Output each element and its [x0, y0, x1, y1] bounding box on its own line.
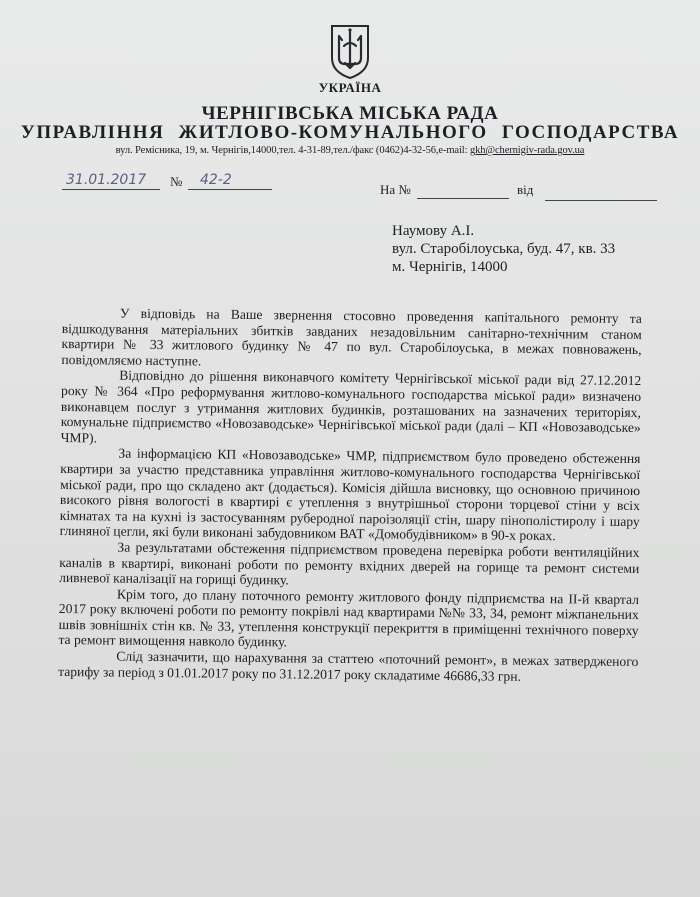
recipient-street: вул. Старобілоуська, буд. 47, кв. 33: [392, 241, 616, 257]
trident-emblem-icon: [328, 22, 372, 80]
country-name: УКРАЇНА: [318, 80, 382, 95]
incoming-date-label: від: [517, 182, 534, 197]
recipient-name: Наумову А.І.: [392, 223, 475, 239]
department-name: УПРАВЛІННЯ ЖИТЛОВО-КОМУНАЛЬНОГО ГОСПОДАРСТВА: [20, 122, 680, 143]
paragraph-1: У відповідь на Ваше звернення стосовно проведення капітального ремонту та відшкодування матеріальних збитків завданих незадовільним санітарно-технічним станом квартири № 33 житлового будинку № 47 по вул. Старобілоуська, в межах повноважень, повідомляємо наступне.: [61, 305, 642, 369]
paragraph-2: Відповідно до рішення виконавчого комітету Чернігівської міської ради від 27.12.2012 року № 364 «Про реформування житлово-комунального господарства міської ради» визначено виконавцем послуг з утримання житлових будинків, розташованих на зазначених територіях, комунальне підприємство «Новозаводське» Чернігівської міської ради (далі – КП «Новозаводське» ЧМР).: [60, 367, 642, 446]
paragraph-4: За результатами обстеження підприємством проведена перевірка роботи вентиляційних каналів в квартирі, виконані роботи по ремонту вхідних дверей на горище та ремонт системи ливневої каналізації на горищі будинку.: [59, 539, 640, 588]
paragraph-6: Слід зазначити, що нарахування за статтею «поточний ремонт», в межах затвердженого тарифу за період з 01.01.2017 року по 31.12.2017 року складатиме 46686,33 грн.: [58, 648, 639, 684]
paragraph-3: За інформацією КП «Новозаводське» ЧМР, підприємством було проведено обстеження квартири за участю представника управління житлово-комунального господарства Чернігівської міської ради, про що складено акт (додається). Комісія дійшла висновку, що основною причиною високого рівня вологості в квартирі є утеплення з внутрішньої сторони торцевої стіни у всіх кімнатах та на кухні із застосуванням руберодної пароізоляції стін, шару пінополістиролу і шару глиняної цегли, які були виконані забудовником ВАТ «Домобудівником» в 90-х роках.: [59, 445, 641, 544]
number-sign: №: [170, 174, 183, 189]
date-underline: [62, 189, 160, 190]
incoming-date-line: [545, 200, 657, 201]
email-link[interactable]: gkh@chernigiv-rada.gov.ua: [469, 145, 585, 156]
number-underline: [188, 189, 272, 190]
outgoing-number: 42-2: [200, 172, 232, 188]
recipient-block: [392, 222, 615, 276]
recipient-city: м. Чернігів, 14000: [392, 259, 508, 275]
incoming-number-line: [417, 198, 509, 199]
incoming-number-label: На №: [380, 182, 411, 197]
contact-address: [0, 145, 700, 156]
outgoing-date: 31.01.2017: [66, 172, 147, 188]
paragraph-5: Крім того, до плану поточного ремонту житлового фонду підприємства на ІІ-й квартал 2017 року включені роботи по ремонту покрівлі над квартирами №№ 33, 34, ремонт міжпанельних швів зовнішніх стін кв. № 33, утеплення конструкції перекриття в приміщенні технічного поверху та ремонт вимощення навколо будинку.: [58, 586, 640, 650]
council-name: ЧЕРНІГІВСЬКА МІСЬКА РАДА: [201, 103, 499, 124]
letter-body: [58, 305, 642, 685]
address-text: вул. Ремісника, 19, м. Чернігів,14000,тел. 4-31-89,тел./факс (0462)4-32-56,e-mail:: [115, 145, 470, 156]
